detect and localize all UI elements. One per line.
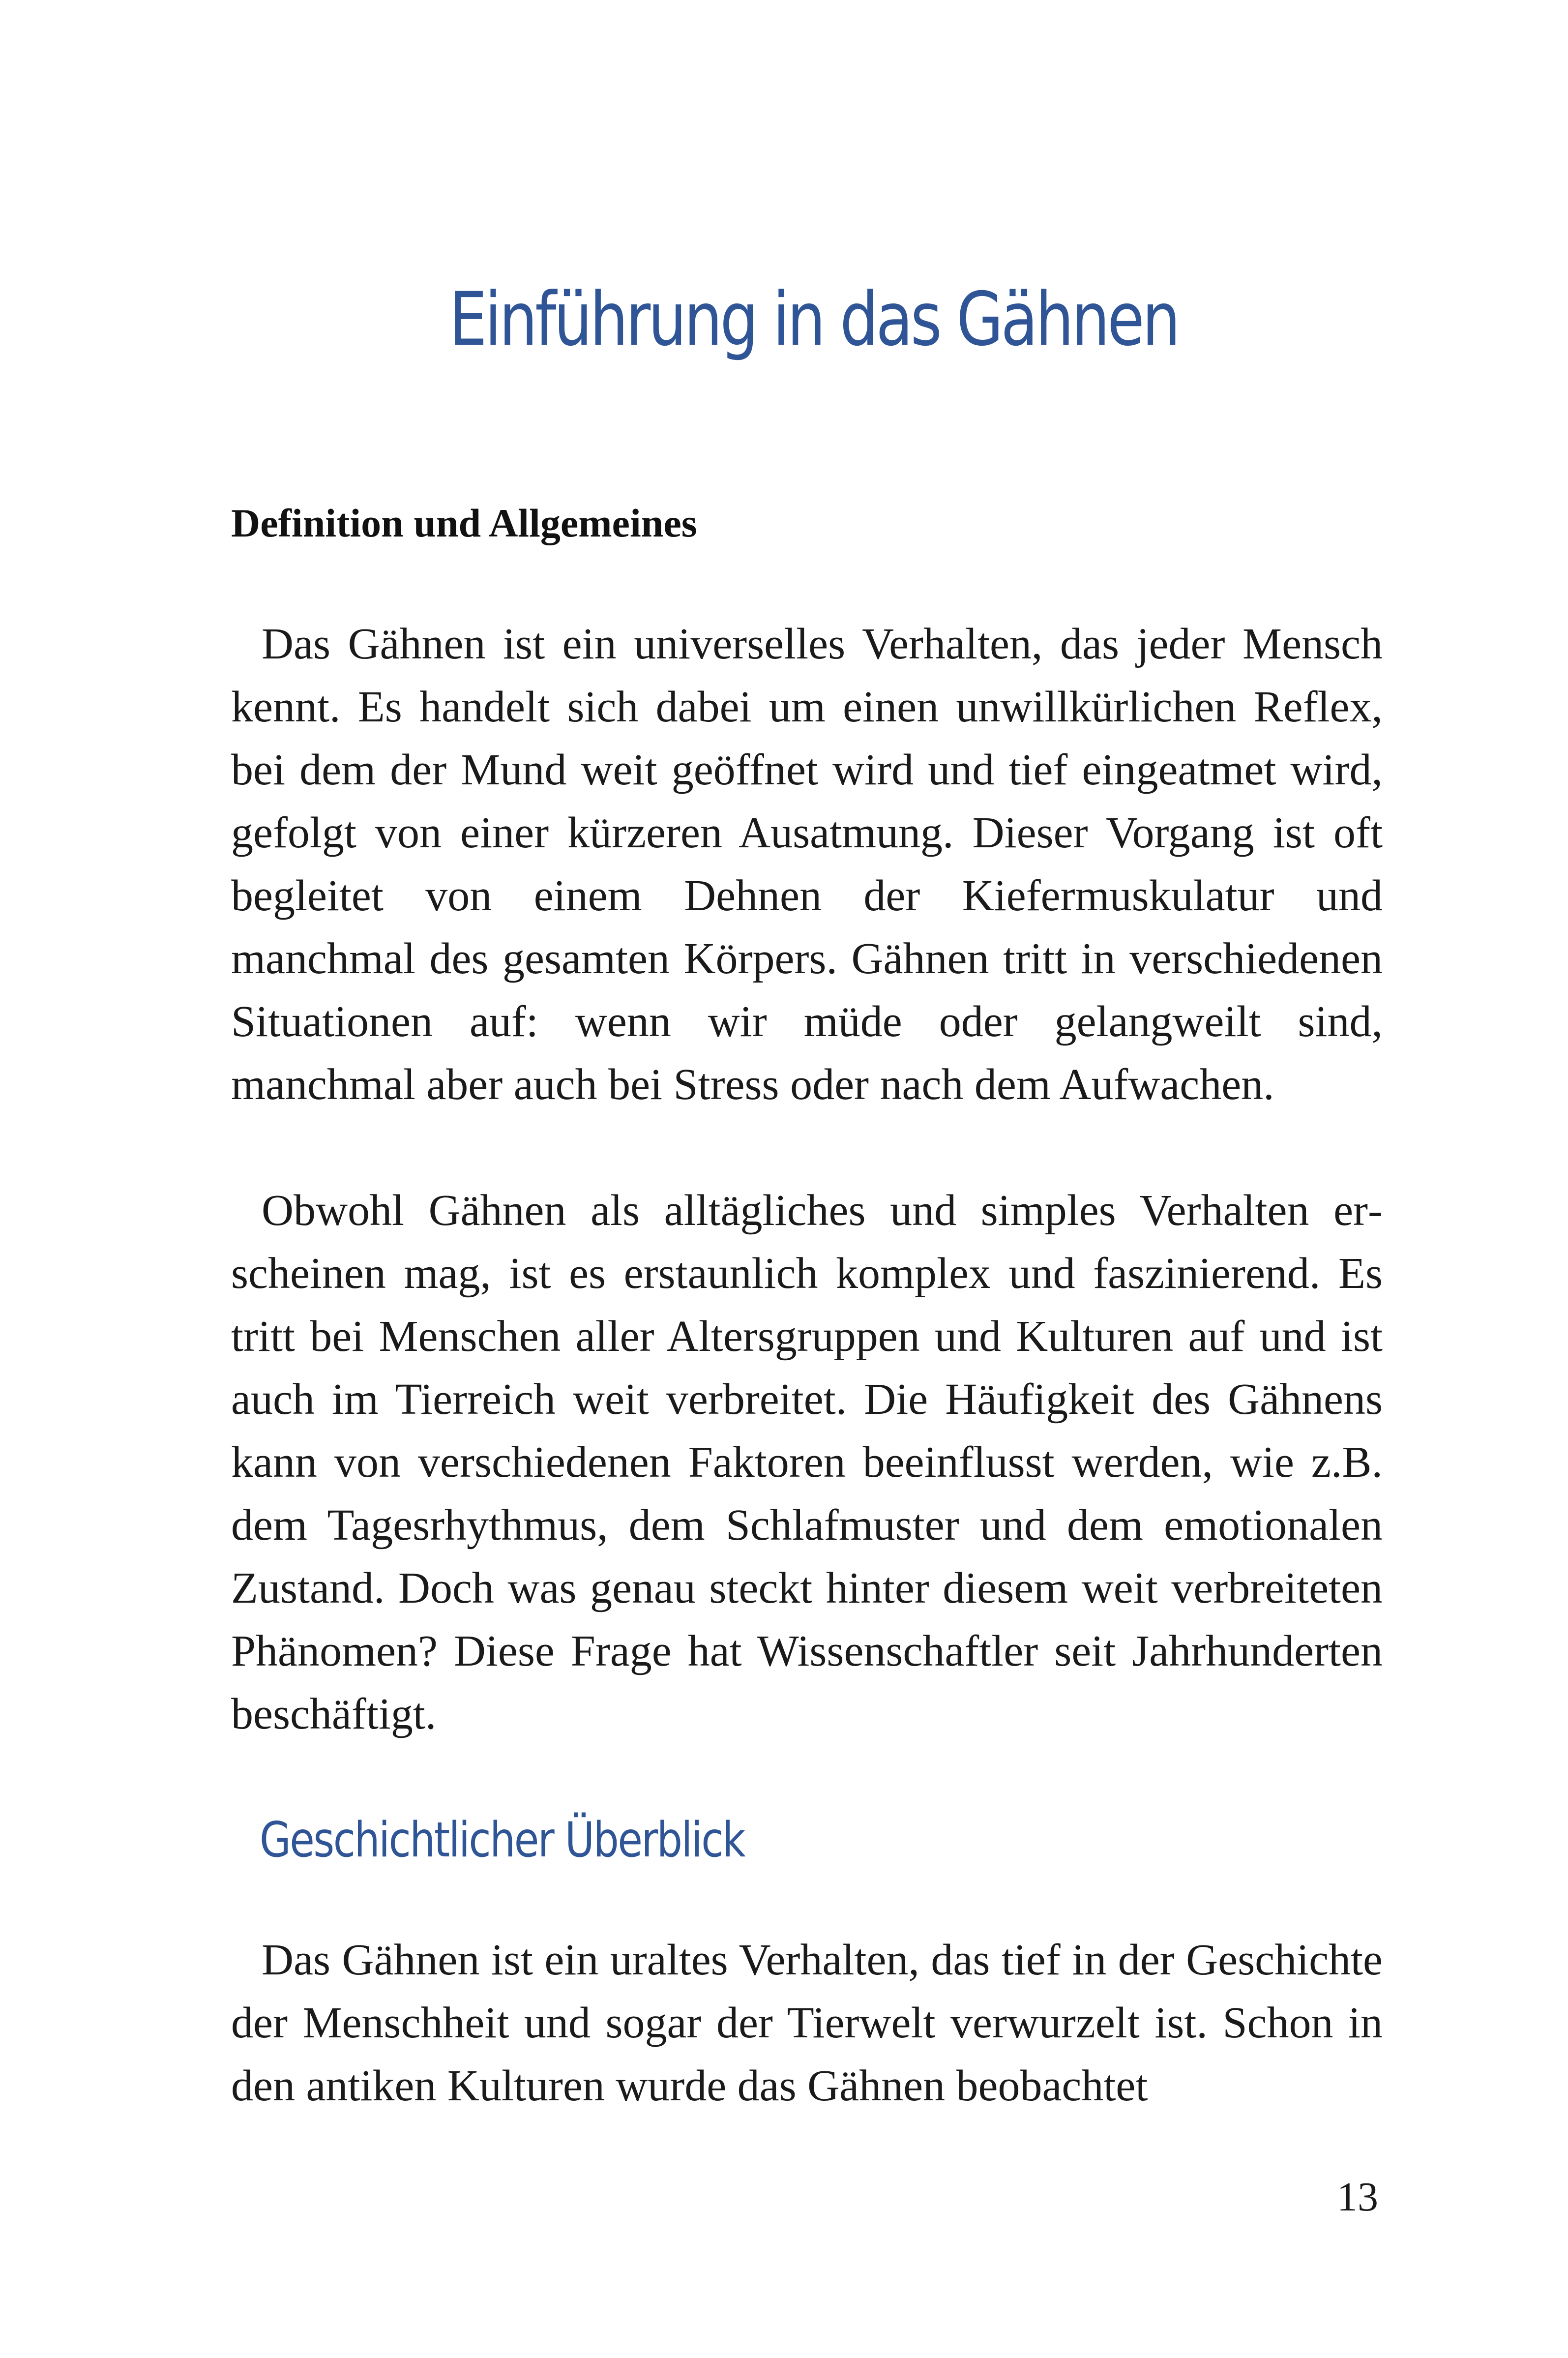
chapter-title: Einführung in das Gähnen (449, 277, 1178, 362)
section-heading-definition: Definition und Allgemeines (231, 501, 697, 545)
paragraph: Das Gähnen ist ein universelles Verhalten, das jeder Mensch kennt. Es handelt sich dabei um einen unwillkürlichen Reflex, bei dem der Mund weit geöffnet wird und tief eingeatmet wird, gefolgt von einer kürzeren Ausatmung. Dieser Vorgang ist oft begleitet von einem Dehnen der Kiefermuskulatur und manchmal des gesamten Körpers. Gähnen tritt in verschiedenen Situationen auf: wenn wir müde oder gelangweilt sind, manchmal aber auch bei Stress oder nach dem Aufwachen. (231, 620, 1383, 1109)
page-body (231, 492, 1383, 2118)
page-number: 13 (1337, 2174, 1378, 2220)
paragraph: Obwohl Gähnen als alltägliches und simples Verhalten erscheinen mag, ist es erstaunlich komplex und faszinierend. Es tritt bei Menschen aller Altersgruppen und Kulturen auf und ist auch im Tierreich weit verbreitet. Die Häufigkeit des Gähnens kann von verschiedenen Faktoren beeinflusst werden, wie z.B. dem Tagesrhythmus, dem Schlafmuster und dem emotionalen Zustand. Doch was genau steckt hinter diesem weit verbreiteten Phänomen? Diese Frage hat Wissenschaftler seit Jahrhunderten beschäftigt. (231, 1186, 1383, 1738)
paragraph: Das Gähnen ist ein uraltes Verhalten, das tief in der Geschichte der Menschheit und sogar der Tierwelt verwurzelt ist. Schon in den antiken Kulturen wurde das Gähnen beobachtet (231, 1936, 1383, 2110)
section-heading-history: Geschichtlicher Überblick (260, 1812, 745, 1868)
